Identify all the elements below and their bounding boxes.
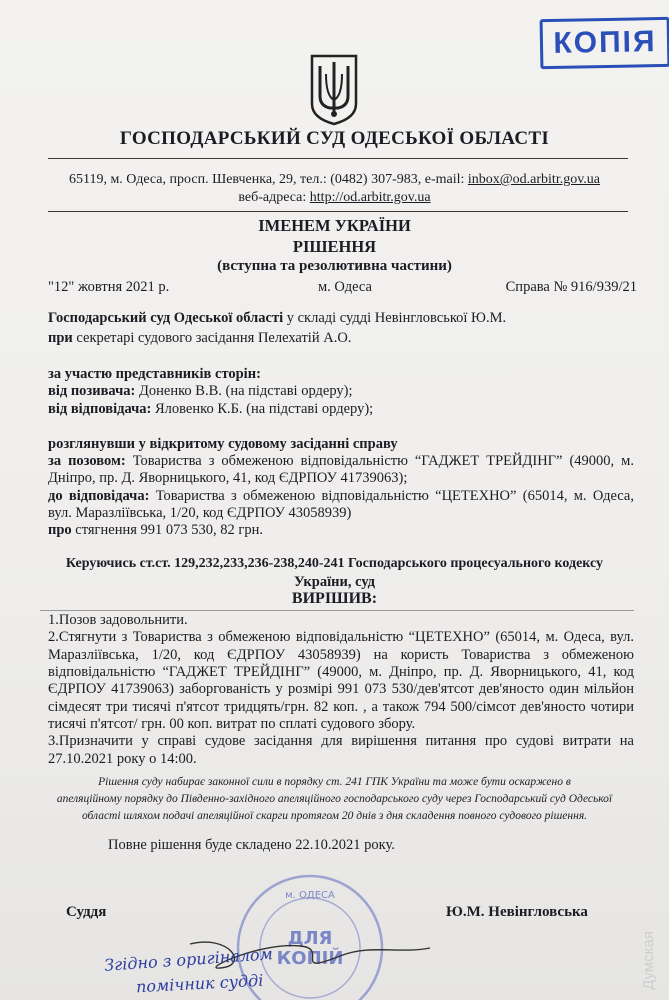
guided-line-1: Керуючись ст.ст. 129,232,233,236-238,240-241 Господарського процесуального кодексу	[65, 556, 604, 571]
decision-point-3-line-1: 3.Призначити у справі судове засідання для вирішення питання про судові витрати на	[48, 733, 634, 749]
decision-point-2-line-3: відповідальністю “ГАДЖЕТ ТРЕЙДІНГ” (49000, м. Дніпро, пр. Д. Яворницького, 41, код	[48, 664, 634, 680]
copy-stamp: КОПІЯ	[540, 17, 669, 69]
judge-label: Суддя	[66, 904, 107, 920]
decision-point-2-line-5: сімдесят три тисячі п'ятсот тридцять/грн. 82 коп. , а також 794 500/сімсот дев'яносто чотири	[48, 699, 634, 715]
address-text: 65119, м. Одеса, просп. Шевченка, 29, тел.: (0482) 307-983, e-mail:	[68, 172, 468, 187]
defendant-line-2: вул. Маразліївська, 1/20, код ЄДРПОУ 43058939)	[48, 505, 352, 521]
defendant-line-1: до відповідача: Товариства з обмеженою відповідальністю “ЦЕТЕХНО” (65014, м. Одеса,	[48, 488, 634, 504]
header-rule-2	[48, 211, 628, 212]
claim-line-1: за позовом: Товариства з обмеженою відповідальністю “ГАДЖЕТ ТРЕЙДІНГ” (49000, м.	[48, 453, 634, 469]
full-decision-note: Повне рішення буде складено 22.10.2021 року.	[108, 837, 395, 853]
guided-line-2: України, суд	[293, 574, 376, 590]
decision-city: м. Одеса	[318, 279, 372, 295]
claim-subject: про стягнення 991 073 530, 82 грн.	[48, 522, 263, 538]
decided-heading: ВИРІШИВ:	[291, 590, 378, 607]
website-label: веб-адреса:	[238, 190, 310, 205]
court-address	[0, 172, 669, 188]
heading-in-name: ІМЕНЕМ УКРАЇНИ	[258, 216, 411, 235]
decision-point-3-line-2: 27.10.2021 року о 14:00.	[48, 751, 197, 767]
website-link[interactable]: http://od.arbitr.gov.ua	[309, 190, 431, 205]
considered-line: розглянувши у відкритому судовому засіданні справу	[48, 436, 398, 452]
appeal-note-line-3: області шляхом подачі апеляційної скарги протягом 20 днів з дня складення повного судового рішення.	[81, 810, 588, 822]
decision-point-2-line-1: 2.Стягнути з Товариства з обмеженою відповідальністю “ЦЕТЕХНО” (65014, м. Одеса, вул.	[48, 629, 634, 645]
email-link[interactable]: inbox@od.arbitr.gov.ua	[467, 172, 601, 187]
svg-text:м. ОДЕСА: м. ОДЕСА	[285, 890, 335, 901]
claim-line-2: Дніпро, пр. Д. Яворницького, 41, код ЄДРПОУ 41739063);	[48, 470, 408, 486]
svg-text:КОПІЙ: КОПІЙ	[276, 948, 344, 969]
decision-point-2-line-6: тисячі п'ятсот/ грн. 00 коп. витрат по сплаті судового збору.	[48, 716, 416, 732]
heading-decision: РІШЕННЯ	[292, 237, 377, 256]
appeal-note-line-2: апеляційному порядку до Південно-західного апеляційного господарського суду через Господарський суд Одеської	[56, 793, 613, 805]
court-title: ГОСПОДАРСЬКИЙ СУД ОДЕСЬКОЇ ОБЛАСТІ	[119, 128, 550, 149]
decided-rule	[40, 610, 634, 611]
parties-title: за участю представників сторін:	[48, 366, 261, 382]
trident-emblem-icon	[308, 52, 360, 128]
watermark-text: Думская	[640, 931, 657, 990]
svg-text:ДЛЯ: ДЛЯ	[287, 928, 333, 949]
appeal-note-line-1: Рішення суду набирає законної сили в порядку ст. 241 ГПК України та може бути оскаржено в	[98, 776, 571, 788]
decision-date: "12" жовтня 2021 р.	[48, 279, 170, 295]
handwritten-certification-1: Згідно з оригіналом	[103, 944, 274, 975]
decision-point-2-line-4: ЄДРПОУ 41739063) заборгованість у розмірі 991 073 530/дев'ятсот дев'яносто один мільйон	[48, 681, 634, 697]
decision-point-1: 1.Позов задовольнити.	[48, 612, 188, 628]
court-website	[0, 190, 669, 206]
heading-parts: (вступна та резолютивна частини)	[217, 258, 452, 274]
court-composition: Господарський суд Одеської області у складі судді Невінгловської Ю.М.	[48, 310, 507, 326]
judge-name: Ю.М. Невінгловська	[446, 904, 588, 920]
plaintiff-representative: від позивача: Доненко В.В. (на підставі ордеру);	[48, 383, 353, 399]
defendant-representative: від відповідача: Яловенко К.Б. (на підставі ордеру);	[48, 401, 374, 417]
decision-point-2-line-2: Маразліївська, 1/20, код ЄДРПОУ 43058939) на користь Товариства з обмеженою	[48, 647, 634, 663]
header-rule	[48, 158, 628, 159]
court-secretary: при секретарі судового засідання Пелехатій А.О.	[48, 330, 352, 346]
handwritten-certification-2: помічник судді	[135, 970, 264, 997]
case-number: Справа № 916/939/21	[505, 279, 637, 295]
